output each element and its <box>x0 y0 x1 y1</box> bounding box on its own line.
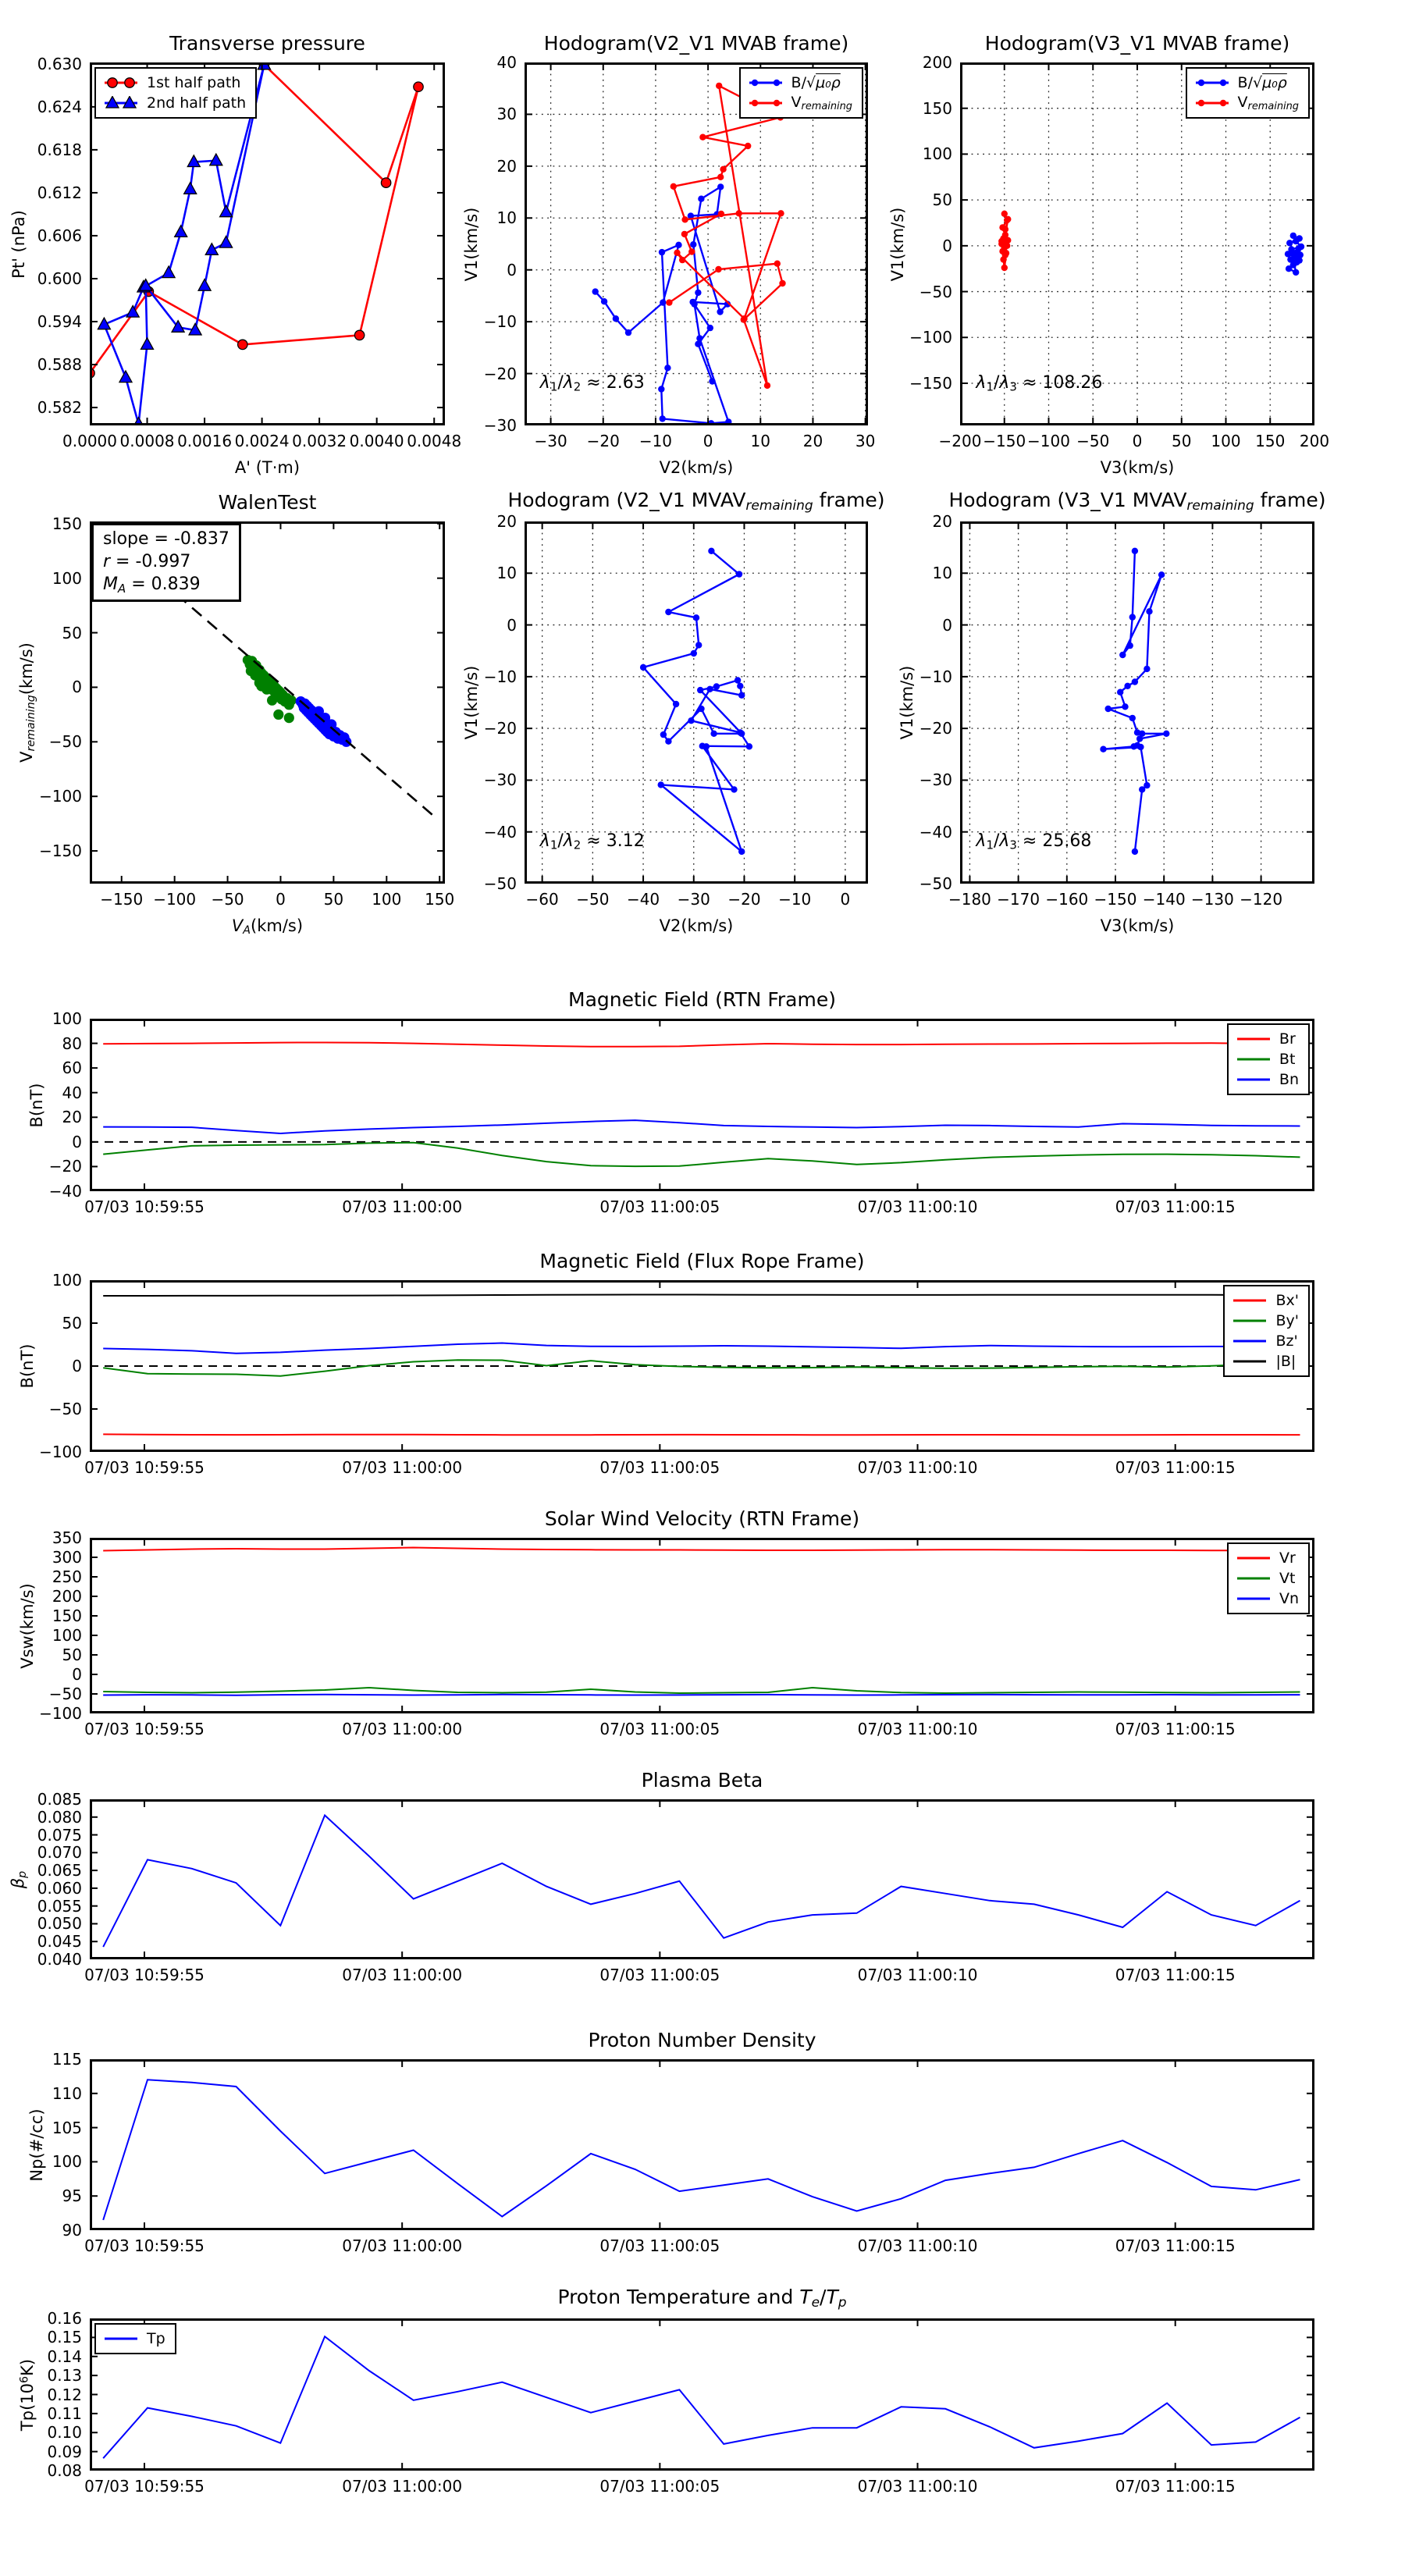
y-tick-label: 0.060 <box>37 1878 82 1898</box>
legend-entry-label: |B| <box>1275 1353 1297 1370</box>
legend-entry <box>102 73 246 93</box>
y-tick-label: −10 <box>483 667 517 686</box>
lambda-ratio-annotation: λ1/λ2 ≈ 3.12 <box>539 831 645 852</box>
y-tick-label: 90 <box>62 2221 82 2240</box>
y-tick-label: 115 <box>52 2050 82 2069</box>
y-tick-label: 350 <box>52 1528 82 1547</box>
x-axis-label: A' (T·m) <box>234 458 301 477</box>
x-tick-label: −200 <box>938 432 982 450</box>
x-tick-label: 07/03 10:59:55 <box>84 1197 205 1216</box>
legend-swatch-line <box>1231 1293 1268 1308</box>
x-tick-label: 07/03 11:00:15 <box>1115 1720 1236 1738</box>
y-tick-label: 150 <box>52 514 82 533</box>
x-tick-label: −10 <box>778 890 812 909</box>
y-tick-label: 10 <box>496 208 517 228</box>
panel-magnetic-field-flux-rope <box>18 1250 1314 1477</box>
legend-entry <box>1231 1311 1299 1331</box>
legend-entry <box>1235 1568 1299 1589</box>
x-tick-label: 150 <box>1255 432 1286 450</box>
plot-area-svg <box>90 2318 1314 2471</box>
x-tick-label: −150 <box>100 890 144 909</box>
y-tick-label: 100 <box>52 1271 82 1290</box>
y-tick-label: 0.600 <box>37 269 82 288</box>
walen-stats-line: r = -0.997 <box>103 552 191 572</box>
x-tick-label: −20 <box>586 432 620 450</box>
panel-title: Hodogram (V3_V1 MVAVremaining frame) <box>948 489 1326 514</box>
legend-entry <box>1231 1351 1299 1372</box>
legend <box>1227 1023 1310 1095</box>
x-tick-label: 07/03 11:00:10 <box>857 1197 978 1216</box>
y-tick-label: 0.618 <box>37 140 82 159</box>
y-tick-label: 0 <box>942 236 952 255</box>
x-tick-label: 07/03 11:00:10 <box>857 1458 978 1477</box>
y-tick-label: 50 <box>932 190 952 210</box>
legend-entry-label: Vt <box>1279 1570 1296 1587</box>
y-axis-label: B(nT) <box>27 1083 46 1127</box>
x-tick-label: 20 <box>802 432 823 450</box>
y-axis-label: Pt' (nPa) <box>9 209 28 279</box>
panel-proton-number-density <box>27 2029 1314 2255</box>
x-tick-label: −50 <box>576 890 610 909</box>
plot-area-svg <box>90 1280 1314 1452</box>
y-tick-label: 0.10 <box>47 2423 82 2443</box>
x-tick-label: 200 <box>1299 432 1330 450</box>
x-tick-label: 100 <box>372 890 402 909</box>
lambda-ratio-annotation: λ1/λ2 ≈ 2.63 <box>539 372 645 394</box>
x-tick-label: 50 <box>323 890 344 909</box>
y-tick-label: 0 <box>72 1132 82 1151</box>
legend-entry-label: Vremaining <box>791 94 852 112</box>
x-tick-label: 0.0048 <box>407 432 462 450</box>
y-tick-label: 95 <box>62 2186 82 2206</box>
y-axis-label: βp <box>8 1870 29 1888</box>
plot-area-svg <box>90 2059 1314 2230</box>
x-tick-label: 07/03 10:59:55 <box>84 2236 205 2255</box>
y-tick-label: 20 <box>496 156 517 176</box>
y-tick-label: −20 <box>483 364 517 383</box>
x-tick-label: 0.0040 <box>349 432 404 450</box>
y-tick-label: −10 <box>919 667 952 686</box>
legend-entry <box>1235 1069 1299 1090</box>
x-tick-label: −130 <box>1190 890 1234 909</box>
x-tick-label: −40 <box>626 890 660 909</box>
x-tick-label: −30 <box>677 890 710 909</box>
legend-entry-label: Br <box>1279 1030 1296 1048</box>
plot-area-svg <box>90 1019 1314 1191</box>
panel-hodogram-v2v1-mvav <box>461 489 885 935</box>
y-tick-label: −20 <box>919 719 952 738</box>
x-tick-label: −30 <box>534 432 567 450</box>
y-tick-label: 0.040 <box>37 1950 82 1969</box>
y-tick-label: −50 <box>48 732 82 752</box>
panel-walen-test <box>16 491 455 938</box>
x-tick-label: 07/03 11:00:05 <box>599 1966 720 1984</box>
panel-title: Transverse pressure <box>169 32 365 55</box>
y-tick-label: −50 <box>919 282 952 301</box>
y-tick-label: −50 <box>48 1400 82 1418</box>
legend-swatch-line <box>747 96 784 110</box>
y-tick-label: −100 <box>39 787 82 806</box>
legend-swatch-line <box>1193 76 1231 90</box>
legend-entry <box>747 93 852 113</box>
legend-entry-label: 2nd half path <box>147 94 247 112</box>
legend-entry <box>1235 1548 1299 1568</box>
y-tick-label: 250 <box>52 1567 82 1586</box>
x-tick-label: 07/03 11:00:15 <box>1115 1966 1236 1984</box>
legend-entry <box>1193 93 1299 113</box>
legend-entry <box>1235 1049 1299 1069</box>
x-tick-label: 100 <box>1211 432 1241 450</box>
x-tick-label: 07/03 10:59:55 <box>84 1720 205 1738</box>
x-tick-label: −100 <box>153 890 197 909</box>
legend-entry-label: 1st half path <box>147 74 241 91</box>
panel-title: Magnetic Field (Flux Rope Frame) <box>539 1250 865 1272</box>
panel-title: Hodogram (V2_V1 MVAVremaining frame) <box>507 489 885 514</box>
x-tick-label: 50 <box>1172 432 1192 450</box>
x-tick-label: −100 <box>1027 432 1070 450</box>
x-tick-label: 07/03 10:59:55 <box>84 1966 205 1984</box>
x-tick-label: 07/03 11:00:05 <box>599 1197 720 1216</box>
legend <box>1186 67 1310 119</box>
legend-swatch-line <box>747 76 784 90</box>
y-axis-label: V1(km/s) <box>897 665 916 740</box>
panel-title: Hodogram(V3_V1 MVAB frame) <box>984 32 1290 55</box>
y-axis-label: V1(km/s) <box>461 665 481 740</box>
y-axis-label: Vsw(km/s) <box>18 1582 37 1669</box>
y-tick-label: 0.16 <box>47 2309 82 2328</box>
y-tick-label: 50 <box>62 1646 82 1664</box>
x-tick-label: 07/03 11:00:10 <box>857 1720 978 1738</box>
x-tick-label: 07/03 11:00:15 <box>1115 2477 1236 2496</box>
y-tick-label: 0.612 <box>37 183 82 202</box>
y-tick-label: 0 <box>72 1665 82 1684</box>
y-tick-label: 0.14 <box>47 2347 82 2366</box>
y-tick-label: 0.588 <box>37 355 82 375</box>
y-tick-label: −20 <box>48 1157 82 1176</box>
y-tick-label: −40 <box>483 822 517 841</box>
lambda-ratio-annotation: λ1/λ3 ≈ 108.26 <box>976 372 1103 394</box>
x-tick-label: −20 <box>727 890 761 909</box>
y-tick-label: 0.080 <box>37 1807 82 1827</box>
legend-entry-label: By' <box>1275 1312 1299 1329</box>
x-tick-label: 07/03 11:00:15 <box>1115 1197 1236 1216</box>
y-tick-label: −50 <box>919 874 952 893</box>
legend-swatch-line <box>1231 1334 1268 1348</box>
x-tick-label: 07/03 11:00:05 <box>599 1458 720 1477</box>
x-tick-label: −150 <box>983 432 1026 450</box>
y-tick-label: 0.12 <box>47 2385 82 2404</box>
x-tick-label: 0.0032 <box>292 432 347 450</box>
panel-transverse-pressure <box>9 32 462 477</box>
x-tick-label: 150 <box>425 890 455 909</box>
y-tick-label: 0.09 <box>47 2442 82 2461</box>
legend-entry <box>1235 1589 1299 1609</box>
y-tick-label: 150 <box>52 1606 82 1625</box>
legend-entry-label: B/√μ₀ρ <box>791 74 841 91</box>
y-tick-label: −30 <box>483 770 517 790</box>
x-tick-label: 0 <box>276 890 286 909</box>
y-tick-label: 300 <box>52 1548 82 1567</box>
y-axis-label: B(nT) <box>18 1343 37 1389</box>
y-tick-label: 100 <box>922 144 952 164</box>
y-tick-label: −50 <box>48 1685 82 1703</box>
legend-swatch-line <box>1231 1314 1268 1328</box>
y-tick-label: 100 <box>52 1626 82 1645</box>
y-tick-label: 0.055 <box>37 1896 82 1916</box>
plot-area-svg <box>960 521 1314 884</box>
y-tick-label: 10 <box>496 564 517 583</box>
y-axis-label: Np(#/cc) <box>27 2108 46 2182</box>
x-tick-label: 0.0016 <box>177 432 233 450</box>
y-tick-label: 0.11 <box>47 2403 82 2423</box>
plot-area-svg <box>90 1538 1314 1713</box>
x-tick-label: 07/03 11:00:05 <box>599 2477 720 2496</box>
legend <box>1227 1542 1310 1614</box>
y-tick-label: 0 <box>942 615 952 635</box>
y-tick-label: 200 <box>922 53 952 72</box>
y-tick-label: 50 <box>62 623 82 642</box>
y-tick-label: 40 <box>496 53 517 72</box>
legend-entry <box>102 2329 165 2349</box>
x-axis-label: V3(km/s) <box>1100 916 1175 935</box>
y-tick-label: −20 <box>483 719 517 738</box>
panel-hodogram-v3v1-mvav <box>897 489 1326 935</box>
legend <box>1223 1285 1310 1377</box>
y-tick-label: −150 <box>909 373 952 393</box>
legend-entry-label: B/√μ₀ρ <box>1237 74 1287 91</box>
y-tick-label: −150 <box>39 841 82 861</box>
legend <box>94 67 257 119</box>
x-tick-label: 0 <box>702 432 713 450</box>
y-tick-label: −100 <box>39 1704 82 1723</box>
panel-solar-wind-velocity <box>18 1507 1314 1738</box>
x-tick-label: 07/03 11:00:00 <box>342 2236 463 2255</box>
x-tick-label: 30 <box>855 432 876 450</box>
y-tick-label: 0.13 <box>47 2366 82 2386</box>
legend-entry <box>1235 1029 1299 1049</box>
y-tick-label: 0.606 <box>37 226 82 245</box>
x-tick-label: 0 <box>1132 432 1143 450</box>
y-tick-label: 150 <box>922 98 952 118</box>
y-axis-label: V1(km/s) <box>888 207 907 281</box>
x-tick-label: −10 <box>638 432 673 450</box>
y-tick-label: 0 <box>72 678 82 697</box>
x-tick-label: 07/03 11:00:10 <box>857 2477 978 2496</box>
x-axis-label: VA(km/s) <box>231 916 304 938</box>
x-tick-label: −120 <box>1240 890 1283 909</box>
legend <box>94 2323 176 2354</box>
y-tick-label: −30 <box>483 416 517 435</box>
legend-swatch-line <box>1231 1354 1268 1368</box>
panel-proton-temperature <box>18 2286 1314 2496</box>
legend-entry-label: Bx' <box>1275 1292 1299 1309</box>
panel-title: Proton Number Density <box>588 2029 816 2051</box>
x-axis-label: V2(km/s) <box>659 916 734 935</box>
y-tick-label: 105 <box>52 2118 82 2137</box>
y-tick-label: 10 <box>932 564 952 583</box>
x-tick-label: 10 <box>750 432 771 450</box>
x-tick-label: 07/03 11:00:10 <box>857 2236 978 2255</box>
panel-title: Hodogram(V2_V1 MVAB frame) <box>543 32 849 55</box>
x-tick-label: 07/03 10:59:55 <box>84 2477 205 2496</box>
y-tick-label: 60 <box>62 1059 82 1078</box>
y-tick-label: 30 <box>496 105 517 124</box>
x-tick-label: 07/03 11:00:05 <box>599 1720 720 1738</box>
y-tick-label: −10 <box>483 312 517 332</box>
legend-entry <box>1231 1290 1299 1311</box>
x-tick-label: 07/03 11:00:00 <box>342 1966 463 1984</box>
x-tick-label: 07/03 11:00:05 <box>599 2236 720 2255</box>
legend-swatch-line <box>1235 1592 1272 1606</box>
y-tick-label: −100 <box>909 328 952 347</box>
legend <box>739 67 863 119</box>
legend-swatch-line <box>1235 1032 1272 1046</box>
y-tick-label: 0.15 <box>47 2328 82 2347</box>
y-tick-label: −100 <box>39 1443 82 1461</box>
y-tick-label: 0.630 <box>37 54 82 73</box>
x-tick-label: 07/03 11:00:10 <box>857 1966 978 1984</box>
y-tick-label: 0.045 <box>37 1932 82 1952</box>
y-tick-label: 0.624 <box>37 97 82 116</box>
legend-entry-label: Bt <box>1279 1051 1296 1068</box>
x-tick-label: 07/03 11:00:15 <box>1115 1458 1236 1477</box>
x-tick-label: 0.0008 <box>119 432 175 450</box>
x-tick-label: −150 <box>1094 890 1137 909</box>
panel-plasma-beta <box>8 1769 1314 1984</box>
x-axis-label: V2(km/s) <box>659 458 734 477</box>
legend-entry-label: Tp <box>147 2330 165 2347</box>
y-tick-label: 110 <box>52 2083 82 2103</box>
x-tick-label: 07/03 11:00:00 <box>342 1197 463 1216</box>
y-tick-label: 40 <box>62 1083 82 1102</box>
panel-title: Magnetic Field (RTN Frame) <box>568 988 836 1011</box>
panel-magnetic-field-rtn <box>27 988 1314 1216</box>
y-tick-label: 0 <box>72 1357 82 1375</box>
y-tick-label: 0.065 <box>37 1861 82 1880</box>
y-tick-label: −40 <box>919 822 952 841</box>
y-axis-label: Vremaining(km/s) <box>16 642 38 763</box>
legend-swatch-line <box>102 2332 140 2346</box>
y-tick-label: −40 <box>48 1182 82 1201</box>
y-tick-label: 0 <box>507 260 517 279</box>
y-tick-label: 0.050 <box>37 1914 82 1934</box>
x-tick-label: −60 <box>525 890 559 909</box>
lambda-ratio-annotation: λ1/λ3 ≈ 25.68 <box>976 831 1092 852</box>
walen-stats-line: MA = 0.839 <box>103 575 201 596</box>
y-tick-label: 100 <box>52 568 82 588</box>
y-tick-label: 0.08 <box>47 2461 82 2480</box>
legend-entry <box>747 73 852 93</box>
legend-swatch-line <box>1235 1073 1272 1087</box>
y-tick-label: 20 <box>62 1108 82 1127</box>
panel-hodogram-v2v1-mvab <box>461 32 876 477</box>
y-tick-label: 50 <box>62 1314 82 1332</box>
y-tick-label: 0.075 <box>37 1825 82 1845</box>
legend-entry-label: Vr <box>1279 1550 1296 1567</box>
y-tick-label: 0.582 <box>37 398 82 418</box>
legend-swatch-line <box>102 96 140 110</box>
x-tick-label: −140 <box>1142 890 1186 909</box>
legend-entry <box>1193 73 1299 93</box>
x-tick-label: −180 <box>948 890 991 909</box>
legend-swatch-line <box>1235 1571 1272 1585</box>
legend-swatch-line <box>1235 1551 1272 1565</box>
legend-entry-label: Bn <box>1279 1071 1299 1088</box>
x-tick-label: 07/03 11:00:15 <box>1115 2236 1236 2255</box>
x-tick-label: 0.0000 <box>62 432 117 450</box>
legend-entry-label: Bz' <box>1275 1332 1298 1350</box>
y-axis-label: $Tp(10^6K)$ <box>18 2358 37 2431</box>
y-tick-label: 100 <box>52 2152 82 2172</box>
y-tick-label: −30 <box>919 770 952 790</box>
panel-title: Proton Temperature and Te/Tp <box>557 2286 847 2311</box>
y-tick-label: 20 <box>496 512 517 531</box>
x-tick-label: 07/03 11:00:00 <box>342 1720 463 1738</box>
x-tick-label: −160 <box>1045 890 1089 909</box>
walen-stats-line: slope = -0.837 <box>103 529 229 549</box>
legend-entry <box>102 93 246 113</box>
legend-swatch-line <box>102 76 140 90</box>
x-tick-label: 07/03 11:00:00 <box>342 2477 463 2496</box>
legend-entry-label: Vremaining <box>1237 94 1299 112</box>
y-tick-label: 100 <box>52 1009 82 1028</box>
panel-title: Plasma Beta <box>641 1769 763 1791</box>
panel-hodogram-v3v1-mvab <box>888 32 1330 477</box>
x-tick-label: 07/03 11:00:00 <box>342 1458 463 1477</box>
y-tick-label: −50 <box>483 874 517 893</box>
x-tick-label: −170 <box>997 890 1040 909</box>
y-tick-label: 200 <box>52 1587 82 1606</box>
legend-swatch-line <box>1235 1052 1272 1066</box>
y-tick-label: 0.594 <box>37 312 82 331</box>
walen-stats-box <box>91 523 241 602</box>
x-axis-label: V3(km/s) <box>1100 458 1175 477</box>
y-axis-label: V1(km/s) <box>461 207 481 281</box>
x-tick-label: 0 <box>840 890 851 909</box>
x-tick-label: −50 <box>211 890 244 909</box>
plot-area-svg <box>525 521 868 884</box>
panel-title: WalenTest <box>218 491 317 514</box>
plot-area-svg <box>90 1799 1314 1959</box>
y-tick-label: 0 <box>507 615 517 635</box>
y-tick-label: 0.085 <box>37 1790 82 1809</box>
y-tick-label: 0.070 <box>37 1843 82 1863</box>
x-tick-label: 07/03 10:59:55 <box>84 1458 205 1477</box>
y-tick-label: 80 <box>62 1034 82 1053</box>
panel-title: Solar Wind Velocity (RTN Frame) <box>544 1507 860 1530</box>
legend-entry-label: Vn <box>1279 1590 1299 1607</box>
legend-swatch-line <box>1193 96 1231 110</box>
x-tick-label: 0.0024 <box>234 432 290 450</box>
y-tick-label: 20 <box>932 512 952 531</box>
legend-entry <box>1231 1331 1299 1351</box>
x-tick-label: −50 <box>1076 432 1110 450</box>
